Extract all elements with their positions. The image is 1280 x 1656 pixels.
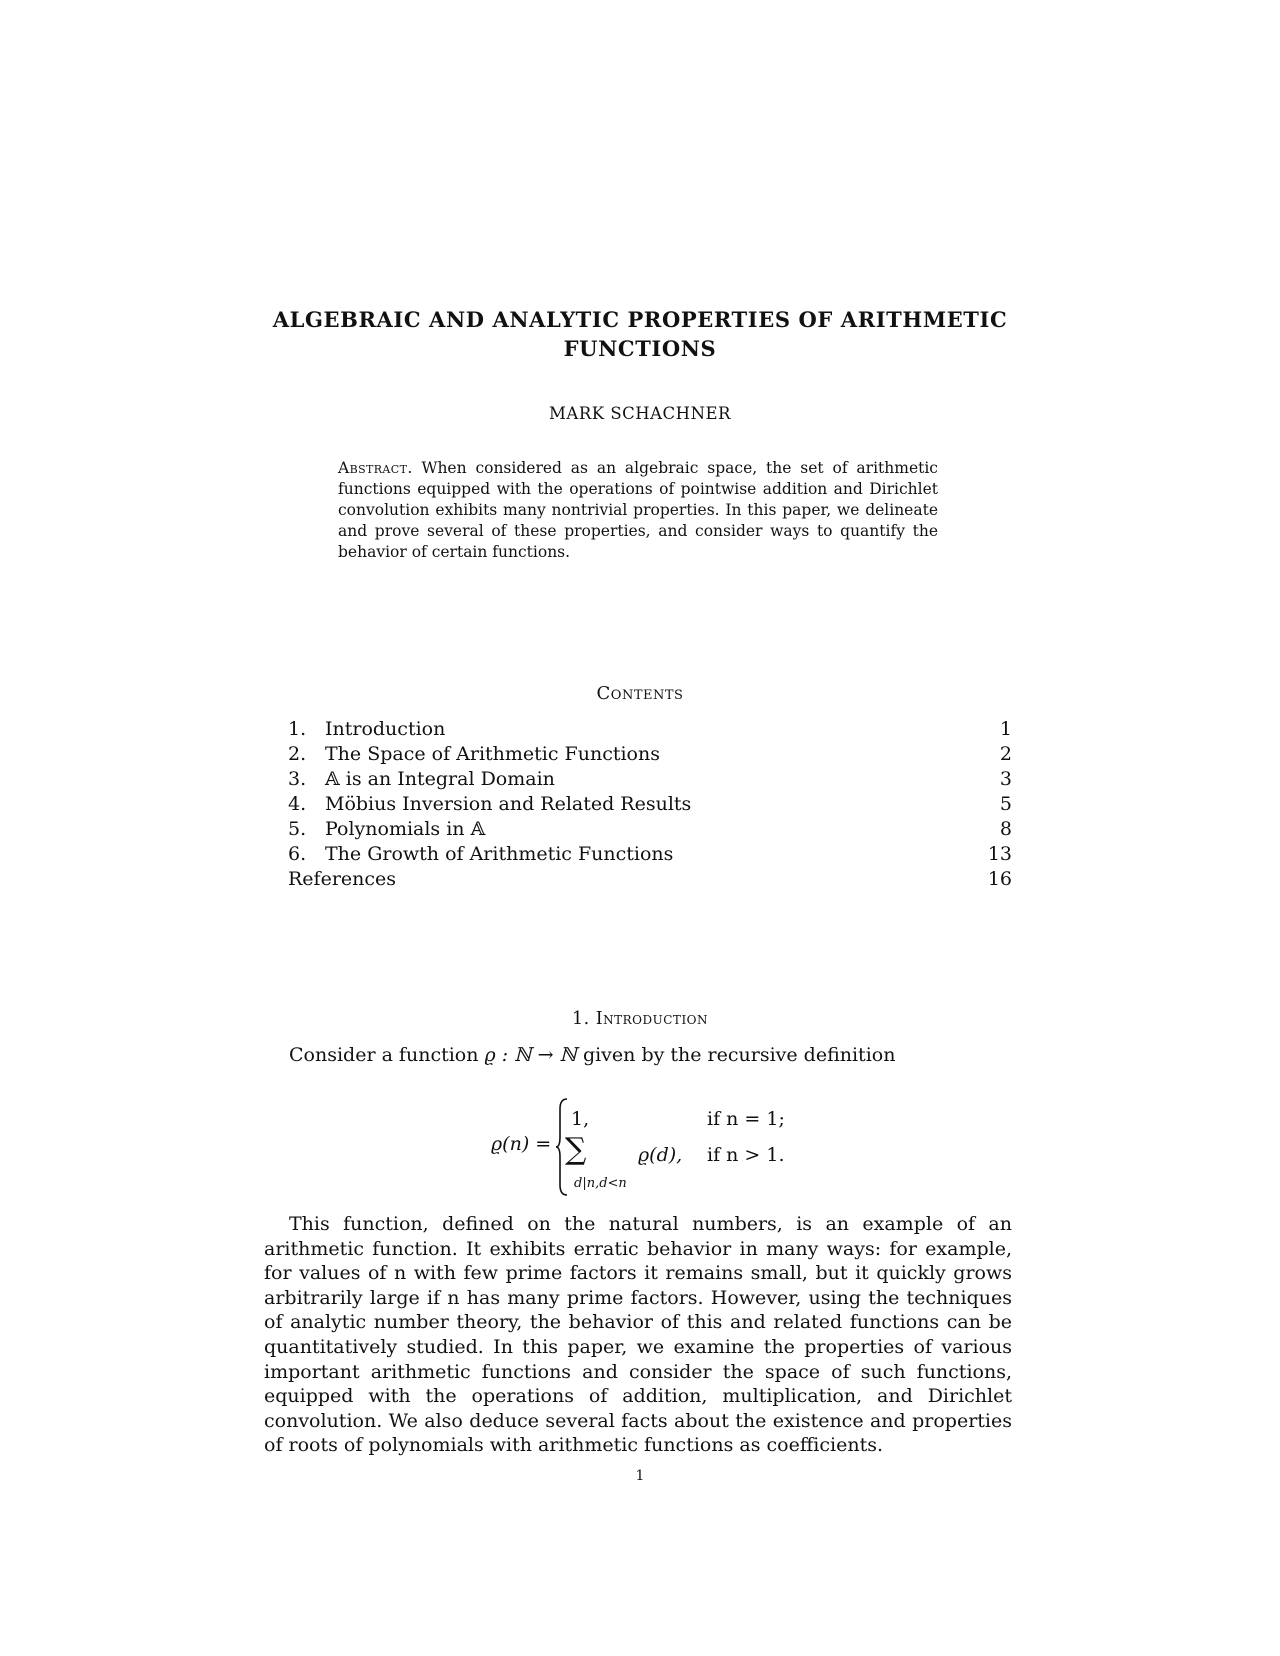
toc-item-number: 1. (288, 718, 307, 740)
toc-item-title: The Growth of Arithmetic Functions (325, 843, 674, 865)
toc-item-page: 2 (999, 743, 1012, 765)
toc-item-title: Polynomials in 𝔸 (325, 818, 486, 840)
toc-item[interactable] (288, 717, 1012, 742)
introduction-paragraph: This function, defined on the natural numbers, is an example of an arithmetic function. It exhibits erratic behavior in many ways: for example, for values of n with few prime factors it remains small, but it quickly grows arbitrarily large if n has many prime factors. However, using the techniques of analytic number theory, the behavior of this and related functions can be quantitatively studied. In this paper, we examine the properties of various important arithmetic functions and consider the space of such functions, equipped with the operations of addition, multiplication, and Dirichlet convolution. We also deduce several facts about the existence and properties of roots of polynomials with arithmetic functions as coefficients. (264, 1213, 1012, 1457)
toc-item[interactable] (288, 742, 1012, 767)
toc-item-number: 6. (288, 843, 307, 865)
toc-item[interactable] (288, 767, 1012, 792)
abstract (338, 458, 938, 563)
author-name: MARK SCHACHNER (549, 404, 731, 423)
formula-case2-condition: if n > 1. (707, 1144, 785, 1166)
paper-title (240, 305, 1040, 363)
toc-item-title: The Space of Arithmetic Functions (325, 743, 660, 765)
toc-item-title: 𝔸 is an Integral Domain (325, 768, 555, 790)
abstract-label: Abstract. (338, 459, 413, 477)
toc-item[interactable] (288, 792, 1012, 817)
toc-item-number: 3. (288, 768, 307, 790)
summation-icon: ∑ (565, 1132, 587, 1167)
table-of-contents (288, 717, 1012, 892)
toc-item-page: 8 (999, 818, 1012, 840)
page-number: 1 (635, 1468, 645, 1484)
formula-case1-value: 1, (571, 1108, 590, 1130)
toc-item-title: Möbius Inversion and Related Results (325, 793, 692, 815)
title-line-2: FUNCTIONS (563, 336, 717, 361)
intro-text-after: given by the recursive definition (576, 1044, 896, 1066)
toc-item-page: 13 (987, 843, 1012, 865)
toc-item-number: 4. (288, 793, 307, 815)
toc-item-title: Introduction (325, 718, 446, 740)
toc-references[interactable] (288, 867, 1012, 892)
toc-item[interactable] (288, 817, 1012, 842)
toc-references-title: References (288, 868, 397, 890)
contents-heading: Contents (596, 683, 684, 704)
formula-sum-subscript: d|n,d<n (574, 1176, 627, 1191)
toc-item-page: 3 (999, 768, 1012, 790)
abstract-text: When considered as an algebraic space, the set of arithmetic functions equipped with the operations of pointwise addition and Dirichlet convolution exhibits many nontrivial properties. In this paper, we delineate and prove several of these properties, and consider ways to quantify the behavior of certain functions. (338, 459, 938, 561)
toc-item-number: 2. (288, 743, 307, 765)
intro-sentence (289, 1044, 895, 1066)
toc-item-page: 5 (999, 793, 1012, 815)
title-line-1: ALGEBRAIC AND ANALYTIC PROPERTIES OF ARITHMETIC (272, 307, 1008, 332)
toc-references-page: 16 (987, 868, 1012, 890)
formula-case2-value: ϱ(d), (638, 1144, 683, 1166)
toc-item-page: 1 (999, 718, 1012, 740)
recursive-definition-formula (480, 1095, 840, 1195)
section-heading-introduction: 1. Introduction (571, 1009, 709, 1029)
formula-case1-condition: if n = 1; (707, 1108, 785, 1130)
intro-math: ϱ : ℕ → ℕ (484, 1044, 577, 1066)
toc-item-number: 5. (288, 818, 307, 840)
formula-lhs: ϱ(n) = (491, 1133, 552, 1155)
toc-item[interactable] (288, 842, 1012, 867)
intro-text-before: Consider a function (289, 1044, 485, 1066)
